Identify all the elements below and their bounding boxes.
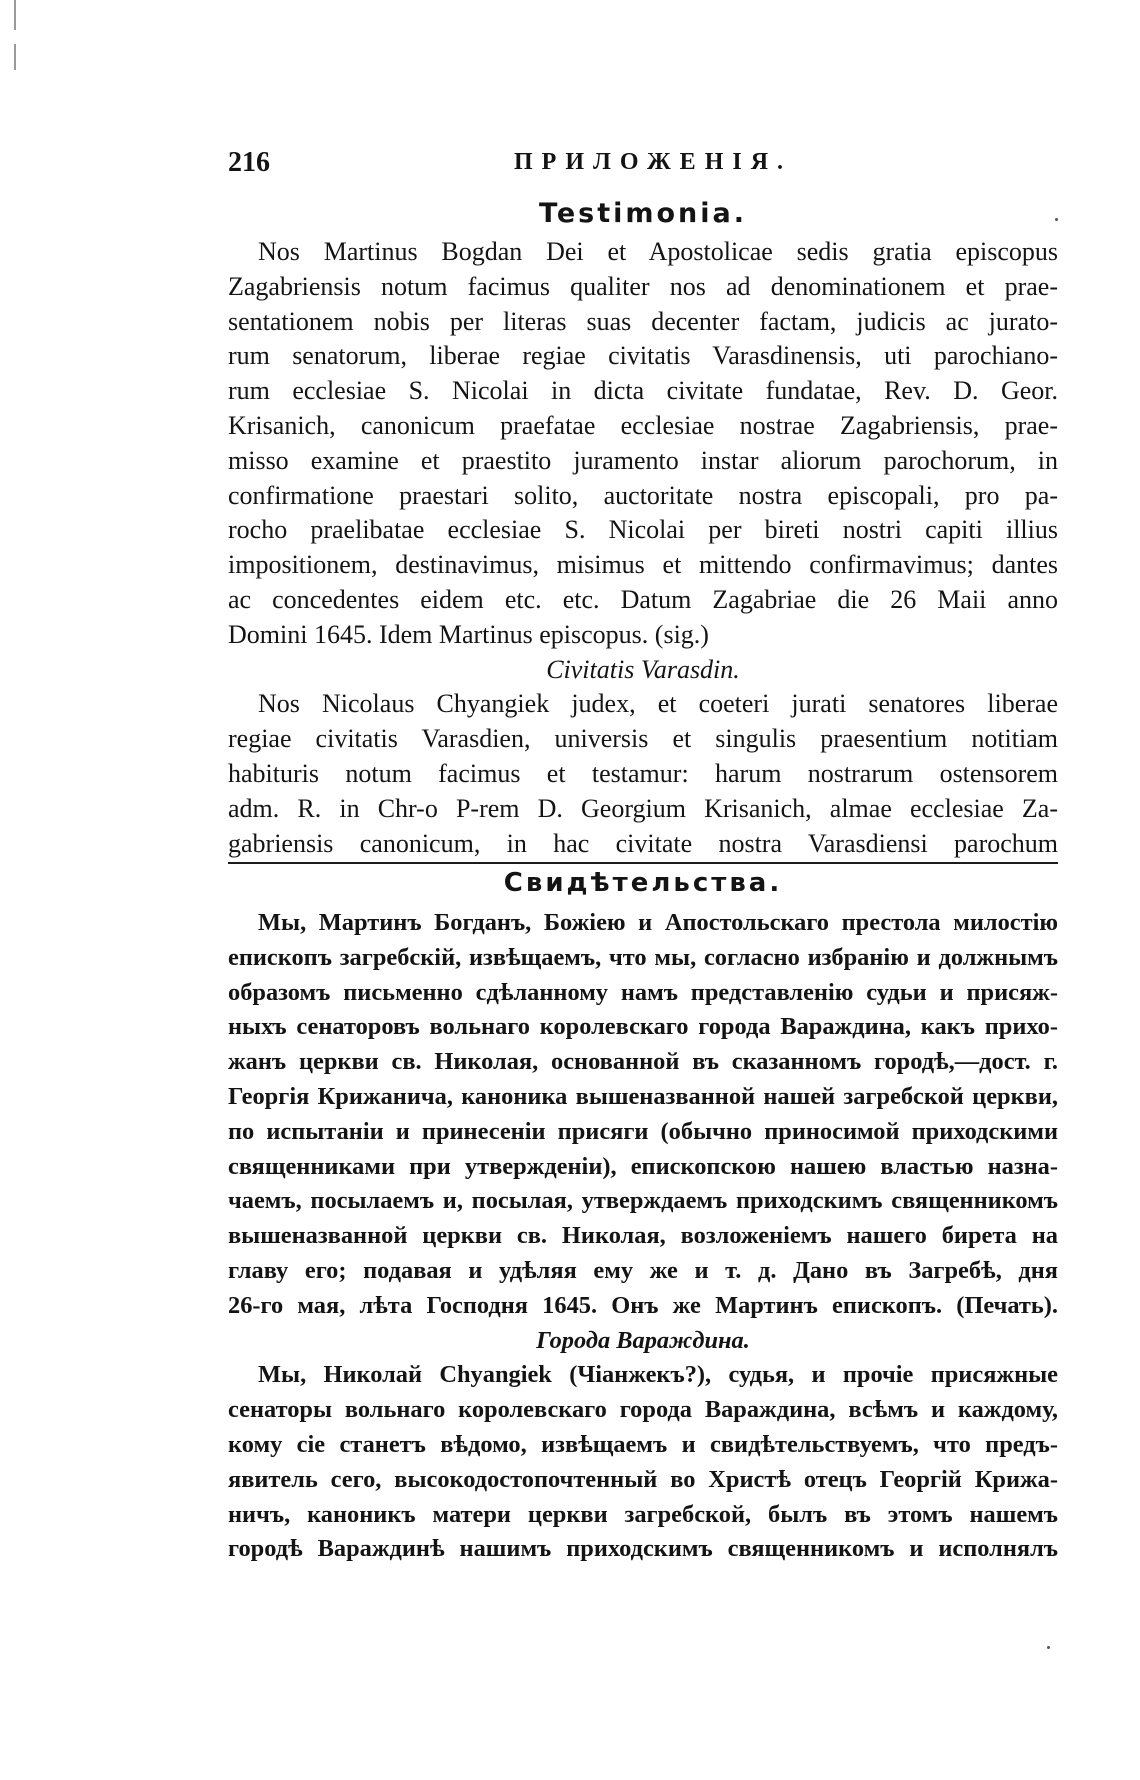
text-line: священниками при утвержденіи), епископскою нашею властью назна- xyxy=(228,1152,1058,1180)
text-line: ac concedentes eidem etc. etc. Datum Zagabriae die 26 Maii anno xyxy=(228,584,1058,614)
text-line: Nos Nicolaus Chyangiek judex, et coeteri jurati senatores liberae xyxy=(258,689,1058,719)
text-line: епископъ загребскій, извѣщаемъ, что мы, согласно избранію и должнымъ xyxy=(228,943,1058,971)
text-line: rocho praelibatae ecclesiae S. Nicolai per bireti nostri capiti illius xyxy=(228,515,1058,545)
text-line: по испытаніи и принесеніи присяги (обычно приносимой приходскими xyxy=(228,1117,1058,1145)
text-line: rum senatorum, liberae regiae civitatis Varasdinensis, uti parochiano- xyxy=(228,341,1058,371)
scan-margin-mark xyxy=(14,44,16,70)
text-line: кому сіе станетъ вѣдомо, извѣщаемъ и свидѣтельствуемъ, что предъ- xyxy=(228,1430,1058,1458)
text-line: impositionem, destinavimus, misimus et mittendo confirmavimus; dantes xyxy=(228,550,1058,580)
text-line: ныхъ сенаторовъ вольнаго королевскаго города Вараждина, какъ прихо- xyxy=(228,1013,1058,1041)
text-line: чаемъ, посылаемъ и, посылая, утверждаемъ приходскимъ священникомъ xyxy=(228,1187,1058,1215)
page-number: 216 xyxy=(228,147,270,178)
text-line: главу его; подавая и удѣляя ему же и т. д. Дано въ Загребѣ, дня xyxy=(228,1256,1058,1284)
text-line: gabriensis canonicum, in hac civitate nostra Varasdiensi parochum xyxy=(228,828,1058,858)
scan-margin-mark xyxy=(14,0,16,30)
cyrillic-subheading: Города Вараждина. xyxy=(536,1326,750,1354)
text-line: 26-го мая, лѣта Господня 1645. Онъ же Мартинъ епископъ. (Печать). xyxy=(228,1291,1058,1319)
text-line: habituris notum facimus et testamur: harum nostrarum ostensorem xyxy=(228,758,1058,788)
text-line: Nos Martinus Bogdan Dei et Apostolicae sedis gratia episcopus xyxy=(258,237,1058,266)
text-line: regiae civitatis Varasdien, universis et singulis praesentium notitiam xyxy=(228,724,1058,754)
text-line: Мы, Мартинъ Богданъ, Божіею и Апостольскаго престола милостію xyxy=(258,909,1058,936)
text-line: misso examine et praestito juramento instar aliorum parochorum, in xyxy=(228,445,1058,475)
cyrillic-section-title: Свидѣтельства. xyxy=(503,868,783,898)
text-line: confirmatione praestari solito, auctoritate nostra episcopali, pro pa- xyxy=(228,480,1058,510)
latin-section-title: Testimonia. xyxy=(538,198,747,229)
section-divider xyxy=(228,862,1058,864)
text-line: сенаторы вольнаго королевскаго города Вараждина, всѣмъ и каждому, xyxy=(228,1396,1058,1424)
text-line: Мы, Николай Chyangiek (Чіанжекъ?), судья, и прочіе присяжные xyxy=(258,1361,1058,1389)
cyrillic-text-block xyxy=(228,906,1058,1567)
text-line: явитель сего, высокодостопочтенный во Христѣ отецъ Георгій Крижа- xyxy=(228,1465,1058,1493)
latin-subheading: Civitatis Varasdin. xyxy=(546,654,740,684)
text-line: образомъ письменно сдѣланному намъ представленію судьи и присяж- xyxy=(228,978,1058,1006)
text-line: rum ecclesiae S. Nicolai in dicta civitate fundatae, Rev. D. Geor. xyxy=(228,376,1058,406)
text-line: городѣ Вараждинѣ нашимъ приходскимъ священникомъ и исполнялъ xyxy=(228,1535,1058,1563)
text-line: ничъ, каноникъ матери церкви загребской, былъ въ этомъ нашемъ xyxy=(228,1500,1058,1528)
scan-speck xyxy=(1047,1646,1050,1649)
text-line: вышеназванной церкви св. Николая, возложеніемъ нашего бирета на xyxy=(228,1222,1058,1250)
text-line: adm. R. in Chr-o P-rem D. Georgium Krisanich, almae ecclesiae Za- xyxy=(228,793,1058,823)
text-line: Георгія Крижанича, каноника вышеназванной нашей загребской церкви, xyxy=(228,1082,1058,1110)
text-line: Domini 1645. Idem Martinus episcopus. (sig.) xyxy=(228,619,709,649)
latin-text-block xyxy=(228,235,1058,861)
text-line: жанъ церкви св. Николая, основанной въ сказанномъ городѣ,—дост. г. xyxy=(228,1048,1058,1076)
running-title: ПРИЛОЖЕНІЯ. xyxy=(514,149,793,175)
text-line: sentationem nobis per literas suas decenter factam, judicis ac jurato- xyxy=(228,306,1058,336)
text-line: Krisanich, canonicum praefatae ecclesiae nostrae Zagabriensis, prae- xyxy=(228,410,1058,440)
page-header xyxy=(228,147,1058,187)
text-line: Zagabriensis notum facimus qualiter nos ad denominationem et prae- xyxy=(228,271,1058,301)
